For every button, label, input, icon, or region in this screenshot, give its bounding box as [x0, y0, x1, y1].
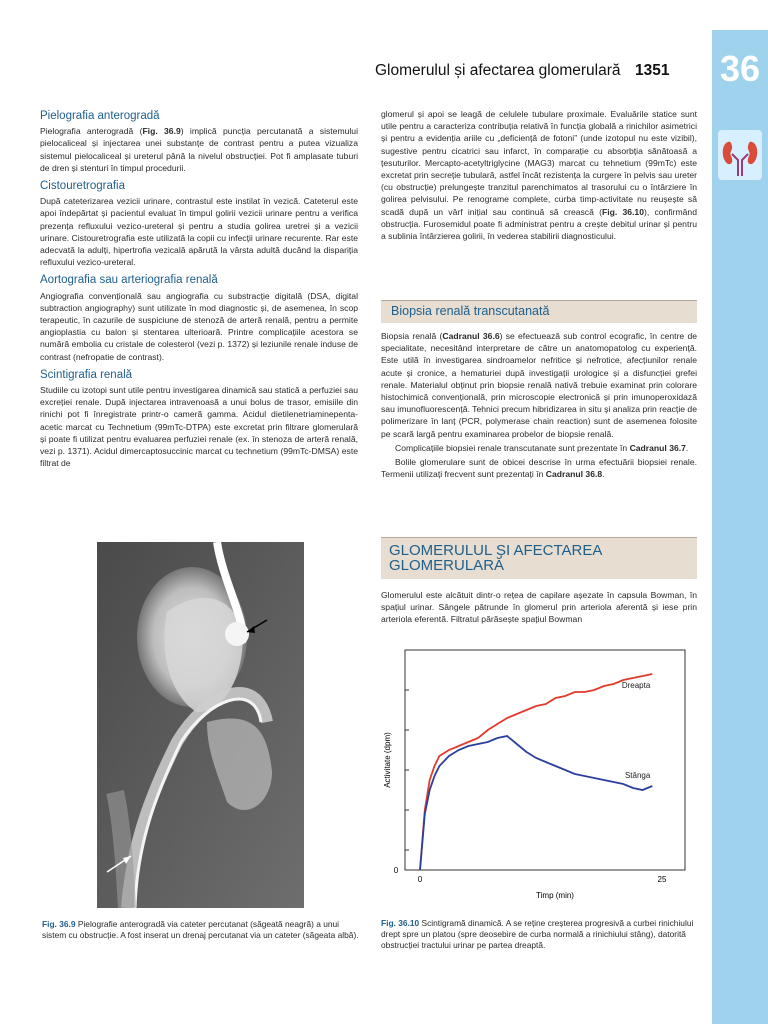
box-ref[interactable]: Cadranul 36.7 [629, 442, 686, 453]
series-label: Dreapta [621, 681, 651, 690]
figure-caption-36-9: Fig. 36.9 Pielografie anterogradă via cateter percutanat (săgeată neagră) a unui sistem cu obstrucție. A fost inserat un drenaj percutanat via un cateter (săgeata albă). [42, 919, 359, 940]
left-column [40, 104, 358, 471]
chapter-number: 36 [719, 48, 761, 89]
box-ref[interactable]: Cadranul 36.6 [442, 331, 500, 341]
figure-caption-36-10: Fig. 36.10 Scintigramă dinamică. A se reține creșterea progresivă a curbei rinichiului drept spre un platou (spre deosebire de curba normală a rinichiului stâng), datorită obstrucției tractului urinar pe partea dreaptă. [381, 918, 694, 950]
page-number: 1351 [635, 62, 670, 79]
paragraph-scintigraphy-cont: glomerul și apoi se leagă de celulele tubulare proximale. Evaluările statice sunt utile pentru a caracteriza contribuția relativă în funcția globală a rinichilor asimetrici și pentru a evidenția ariile cu „deficiență de fotoni” (unde izotopul nu este vizibil), sugestive pentru cicatrici sau infarct, în comparație cu absorbția sănătoasă a țesuturilor. Mercapto-acetyltriglycine (MAG3) marcat cu tehnetium (99mTc) este excretat prin secreție tubulară, astfel încât rezistența la curgere în pelvis sau ureter (cu obstrucție) prelungește tranzitul parenchimatos al trasorului cu o întârziere în golirea pelvisului. Pe renograme complete, curba timp-activitate nu reușește să scadă după un vârf inițial sau continuă să crească (Fig. 36.10), confirmând obstrucția. Furosemidul poate fi administrat pentru a crește debitul urinar și pentru a sublinia întârzierea golirii, în vederea stabilirii diagnosticului. [381, 109, 697, 242]
paragraph-cystourethrography: După cateterizarea vezicii urinare, contrastul este instilat în vezică. Cateterul este apoi îndepărtat și pacientul evaluat în timpul golirii vezicii urinare pentru a verifica prezența refluxului vezico-ureteral și pentru a studia golirea uretrei și a vezicii urinare. Cistouretrografia este utilizată la copii cu infecții urinare recurente. Rar este adecvată la adulți, hipertrofia vezicală apărută la vârsta adultă ducând la dispariția refluxului vezico-ureteral. [40, 196, 358, 268]
paragraph-glomerulus: Glomerulul este alcătuit dintr-o rețea de capilare așezate în capsula Bowman, în spațiul urinar. Sângele pătrunde în glomerul prin arteriola aferentă și iese prin arteriola eferentă. Filtratul părăsește spațiul Bowman [381, 590, 697, 625]
paragraph-biopsy: Biopsia renală (Cadranul 36.6) se efectuează sub control ecografic, în centre de specialitate, necesitând interpretare de către un anatomopatolog cu experiență. Este utilă în investigarea sindroamelor nefritice și nefrotice, afecțiunilor renale acute și cronice, a hematuriei după investigații urologice și a disfuncției grefei renale. Materialul obținut prin biopsie renală nativă trebuie examinat prin colorare histochimică convențională, prin microscopie electronică și prin imunoperoxidază sau imunofluorescență. Tehnici precum hibridizarea in situ și analiza prin reacție de polimerizare în lanț (PCR, polymerase chain reaction) sunt de asemenea folosite pe scară largă pentru examinarea probelor de biopsie renală. [381, 331, 698, 439]
paragraph-antegrade: Pielografia anterogradă (Fig. 36.9) implică puncția percutanată a sistemului pielocaliceal și injectarea unei substanțe de contrast pentru a putea vizualiza sistemul pielocaliceal și ureterul până la nivelul obstrucției. Pot fi amplasate tuburi de dren și stenturi în timpul procedurii. [40, 126, 358, 173]
paragraph-scintigraphy: Studiile cu izotopi sunt utile pentru investigarea dinamică sau statică a perfuziei sau excreției renale. După injectarea intravenoasă a unui bolus de trasor, emisiile din rinichi pot fi înregistrate printr-o cameră gamma. Acidul dietilenetriaminepenta-acetic marcat cu Technetium (99mTc-DTPA) este excretat prin filtrare glomerulară și poate fi utilizat pentru evaluarea perfuziei renale (ex. în stenoza de arteră renală, vezi p. 1371). Acidul dimercaptosuccinic marcat cu technetium (99mTc-DMSA) este filtrat de [40, 385, 358, 469]
fig-ref[interactable]: Fig. 36.9 [142, 126, 181, 137]
paragraph-aortography: Angiografia convențională sau angiografia cu substracție digitală (DSA, digital subtraction angiography) sunt utilizate în mod diagnostic și, de asemenea, în scop terapeutic, în cazurile de suspiciune de stenoză de arteră renală, pentru a permite angioplastia cu balon și stentarea ulterioară. Printre complicațiile acestora se numără embolia cu cristale de colesterol (vezi p. 1372) și leziunile renale induse de contrast (nefropatie de contrast). [40, 290, 358, 362]
paragraph-complications: Complicațiile biopsiei renale transcutanate sunt prezentate în Cadranul 36.7. [395, 442, 689, 453]
heading-antegrade: Pielografia anterogradă [40, 110, 160, 122]
figure-number: Fig. 36.10 [381, 918, 420, 928]
heading-aortography: Aortografia sau arteriografia renală [40, 274, 218, 287]
figure-number: Fig. 36.9 [42, 919, 76, 929]
fig-ref[interactable]: Fig. 36.10 [601, 206, 644, 217]
right-column-top [381, 108, 697, 244]
section-box-biopsy [381, 300, 697, 323]
right-column-biopsy [381, 330, 697, 482]
heading-cystourethrography: Cistouretrografia [40, 180, 126, 193]
right-column-glomerulus [381, 589, 697, 628]
dynamic-scintigram-chart [370, 640, 700, 915]
kidney-icon [718, 130, 762, 180]
y-tick-label: 0 [393, 866, 399, 875]
section-box-glomerulus [381, 537, 697, 579]
x-tick-label: 25 [657, 875, 667, 884]
running-header [375, 62, 695, 80]
heading-scintigraphy: Scintigrafia renală [40, 368, 133, 381]
antegrade-pyelogram-image [97, 542, 304, 908]
chapter-tab [712, 30, 768, 1024]
y-axis-label: Activitate (dpm) [383, 732, 392, 788]
series-line-left [420, 736, 652, 870]
series-label: Stânga [624, 771, 651, 780]
x-axis-label: Timp (min) [536, 891, 574, 900]
section-title-glomerulus: GLOMERULUL ȘI AFECTAREA GLOMERULARĂ [389, 542, 603, 574]
box-ref[interactable]: Cadranul 36.8 [545, 469, 603, 480]
series-line-right [420, 674, 652, 870]
paragraph-glomerular-diseases: Bolile glomerulare sunt de obicei descrise în urma efectuării biopsiei renale. Termenii utilizați frecvent sunt prezentați în Cadranul 36.8. [381, 457, 697, 480]
section-title-biopsy: Biopsia renală transcutanată [391, 304, 550, 318]
x-tick-label: 0 [417, 875, 423, 884]
chapter-title: Glomerulul și afectarea glomerulară [375, 62, 621, 79]
